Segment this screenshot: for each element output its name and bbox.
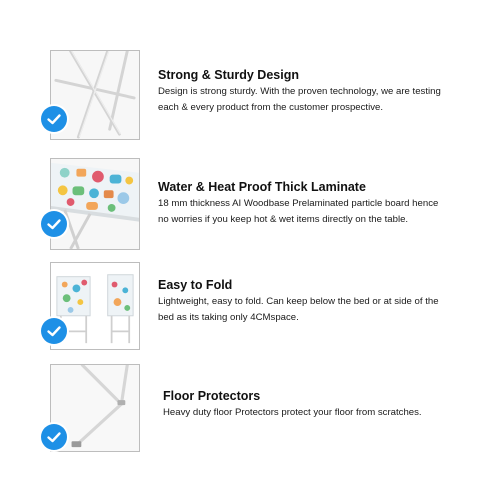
check-icon — [41, 211, 67, 237]
feature-title: Easy to Fold — [158, 278, 233, 292]
feature-title: Strong & Sturdy Design — [158, 68, 299, 82]
feature-title: Floor Protectors — [163, 389, 261, 403]
feature-description: 18 mm thickness AI Woodbase Prelaminated particle board hence no worries if you keep hot & wet items directly on the table. — [158, 198, 439, 225]
check-icon — [41, 318, 67, 344]
feature-title: Water & Heat Proof Thick Laminate — [158, 180, 366, 194]
check-icon — [41, 106, 67, 132]
check-icon — [41, 424, 67, 450]
feature-description: Design is strong sturdy. With the proven technology, we are testing each & every product from the customer prospective. — [158, 86, 441, 113]
feature-description: Heavy duty floor Protectors protect your floor from scratches. — [163, 407, 422, 418]
feature-description: Lightweight, easy to fold. Can keep below the bed or at side of the bed as its taking only 4CMspace. — [158, 296, 439, 323]
